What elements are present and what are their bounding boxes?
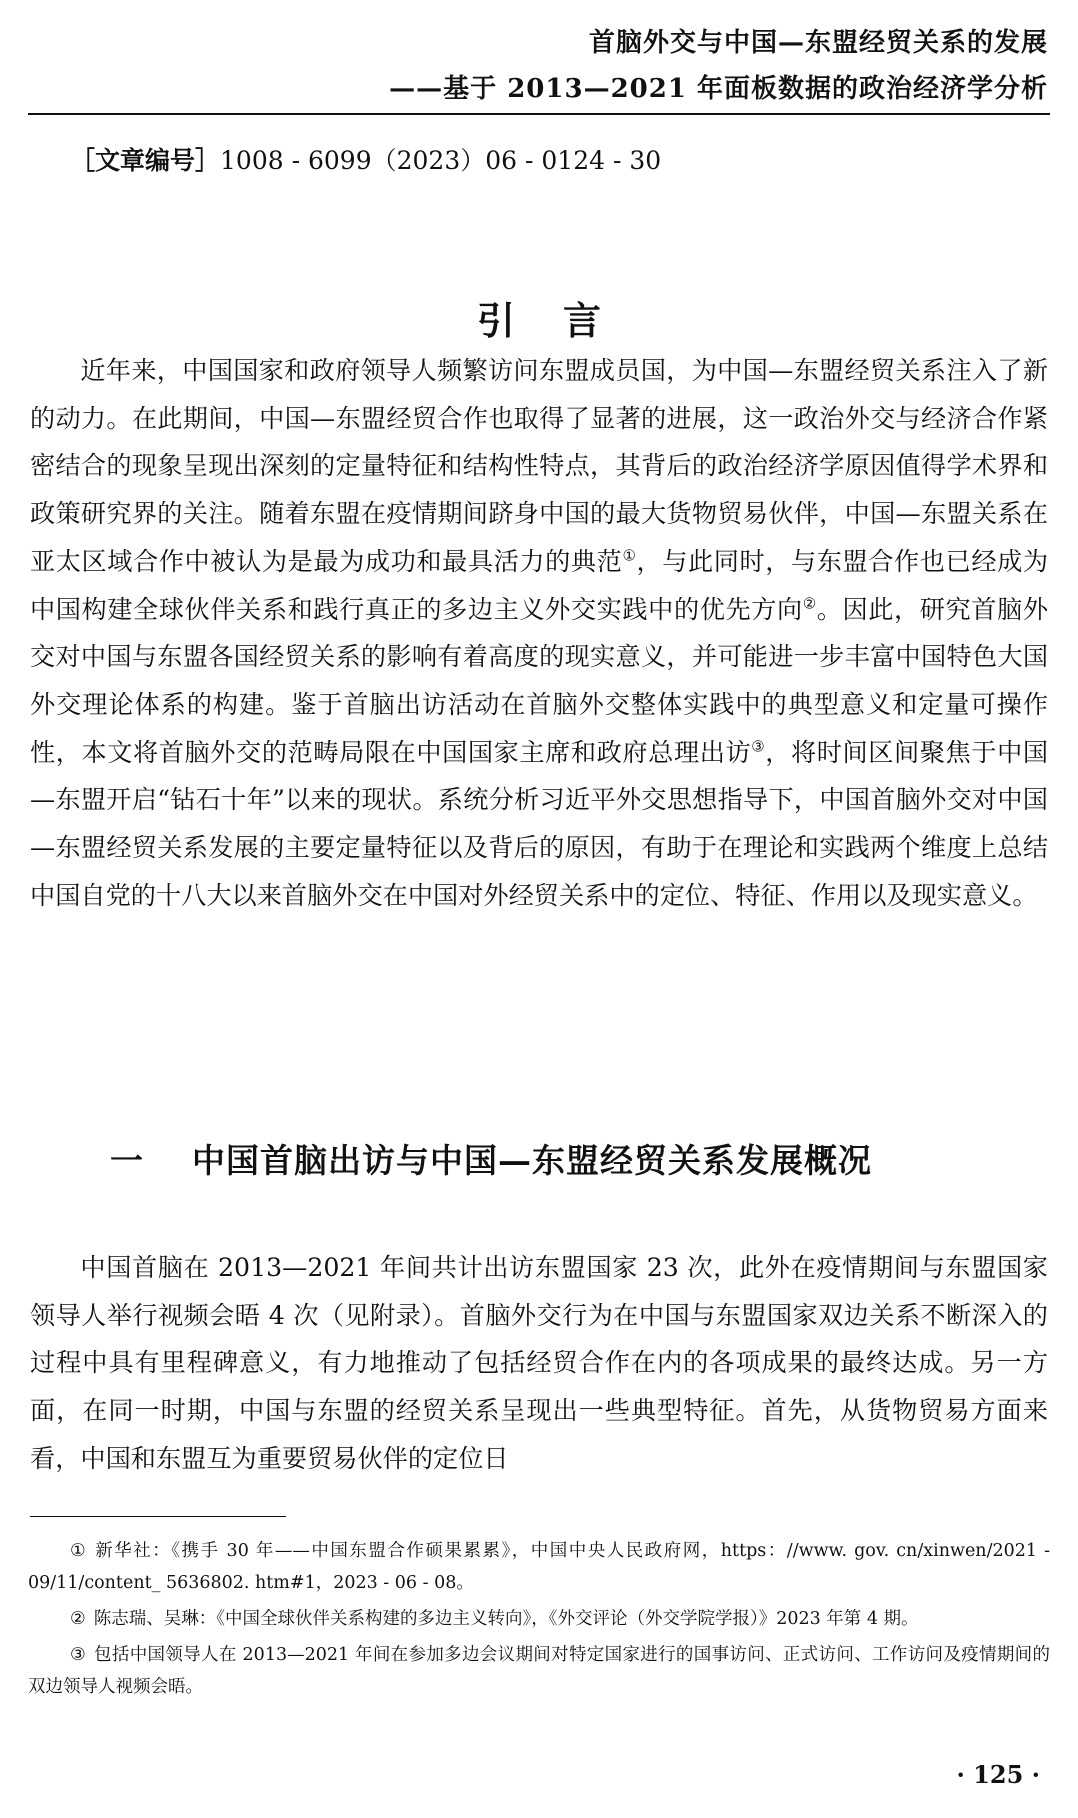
footnote-rule bbox=[30, 1516, 286, 1517]
footnote-ref-3[interactable]: ③ bbox=[751, 737, 766, 756]
article-number bbox=[70, 143, 661, 179]
header-rule bbox=[28, 113, 1050, 115]
intro-paragraph: 近年来，中国国家和政府领导人频繁访问东盟成员国，为中国—东盟经贸关系注入了新的动力。在此期间，中国—东盟经贸合作也取得了显著的进展，这一政治外交与经济合作紧密结合的现象呈现出深刻的定量特征和结构性特点，其背后的政治经济学原因值得学术界和政策研究界的关注。随着东盟在疫情期间跻身中国的最大货物贸易伙伴，中国—东盟关系在亚太区域合作中被认为是最为成功和最具活力的典范①，与此同时，与东盟合作也已经成为中国构建全球伙伴关系和践行真正的多边主义外交实践中的优先方向②。因此，研究首脑外交对中国与东盟各国经贸关系的影响有着高度的现实意义，并可能进一步丰富中国特色大国外交理论体系的构建。鉴于首脑出访活动在首脑外交整体实践中的典型意义和定量可操作性，本文将首脑外交的范畴局限在中国国家主席和政府总理出访③，将时间区间聚焦于中国—东盟开启“钻石十年”以来的现状。系统分析习近平外交思想指导下，中国首脑外交对中国—东盟经贸关系发展的主要定量特征以及背后的原因，有助于在理论和实践两个维度上总结中国自党的十八大以来首脑外交在中国对外经贸关系中的定位、特征、作用以及现实意义。 bbox=[30, 356, 1049, 910]
article-number-label: ［文章编号］ bbox=[70, 146, 221, 175]
section-heading bbox=[110, 1135, 872, 1182]
section-number: 一 bbox=[110, 1141, 144, 1180]
running-head-subtitle: ——基于 2013—2021 年面板数据的政治经济学分析 bbox=[389, 74, 1048, 104]
footnote-ref-2[interactable]: ② bbox=[802, 594, 817, 613]
running-head-title: 首脑外交与中国—东盟经贸关系的发展 bbox=[588, 28, 1048, 58]
running-head bbox=[389, 20, 1048, 112]
section-title: 中国首脑出访与中国—东盟经贸关系发展概况 bbox=[192, 1141, 872, 1180]
footnotes bbox=[28, 1535, 1050, 1707]
intro-heading: 引言 bbox=[476, 298, 649, 343]
footnote-2: ② 陈志瑞、吴琳：《中国全球伙伴关系构建的多边主义转向》，《外交评论（外交学院学报）》2023 年第 4 期。 bbox=[70, 1609, 919, 1629]
footnote-3: ③ 包括中国领导人在 2013—2021 年间在参加多边会议期间对特定国家进行的国事访问、正式访问、工作访问及疫情期间的双边领导人视频会晤。 bbox=[28, 1645, 1050, 1697]
footnote-ref-1[interactable]: ① bbox=[622, 546, 637, 565]
section-paragraph: 中国首脑在 2013—2021 年间共计出访东盟国家 23 次，此外在疫情期间与东盟国家领导人举行视频会晤 4 次（见附录）。首脑外交行为在中国与东盟国家双边关系不断深入的过程中具有里程碑意义，有力地推动了包括经贸合作在内的各项成果的最终达成。另一方面，在同一时期，中国与东盟的经贸关系呈现出一些典型特征。首先，从货物贸易方面来看，中国和东盟互为重要贸易伙伴的定位日 bbox=[30, 1253, 1048, 1473]
article-number-value: 1008 - 6099（2023）06 - 0124 - 30 bbox=[220, 146, 662, 175]
footnote-1: ① 新华社：《携手 30 年——中国东盟合作硕果累累》，中国中央人民政府网，https：//www. gov. cn/xinwen/2021 - 09/11/content_ 5636802. htm#1，2023 - 06 - 08。 bbox=[28, 1541, 1050, 1593]
page-number: · 125 · bbox=[956, 1760, 1040, 1789]
